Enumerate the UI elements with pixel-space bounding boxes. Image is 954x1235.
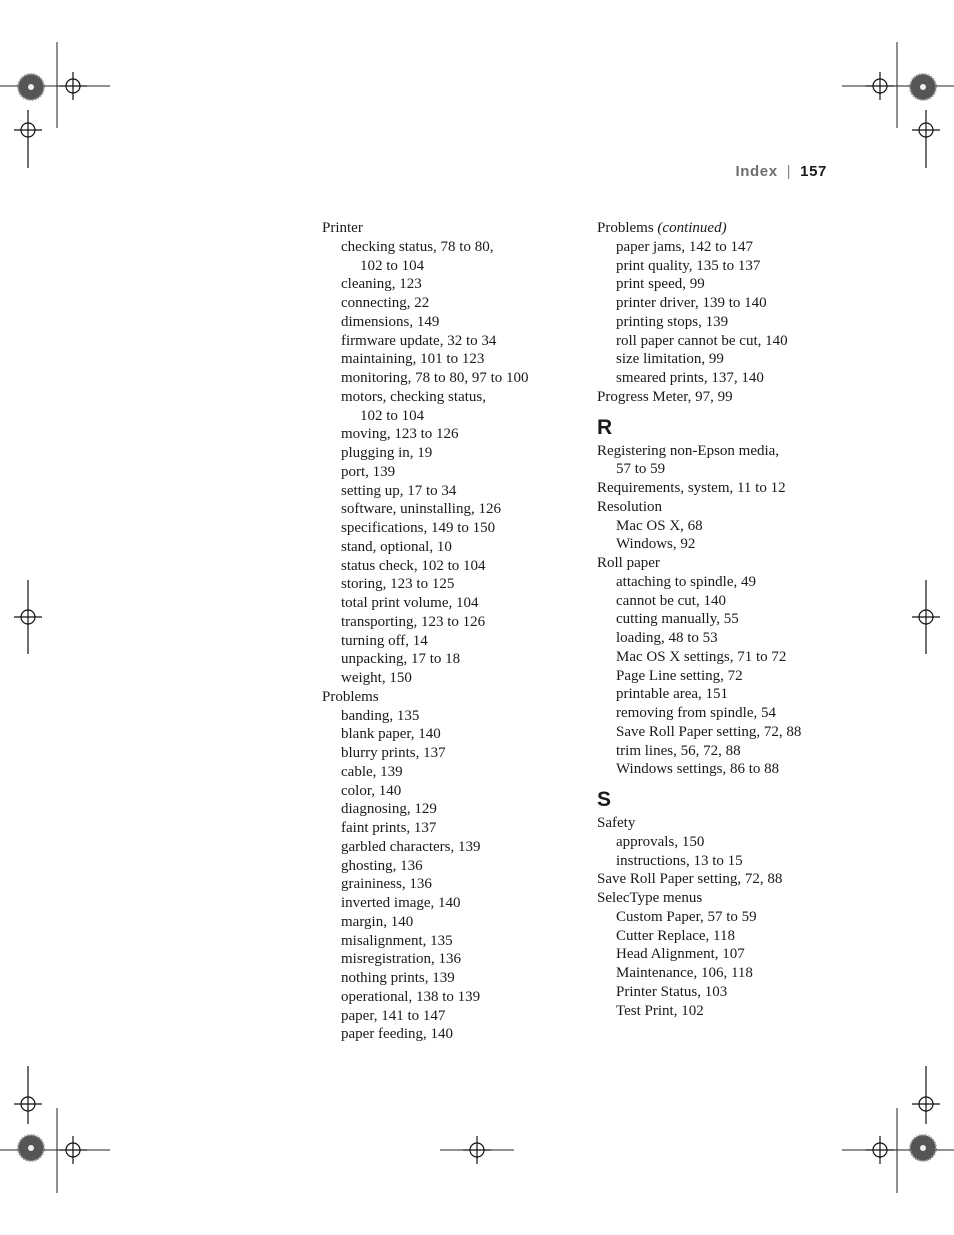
index-subentry: inverted image, 140 [341, 895, 461, 911]
crosshair-mark-icon [59, 72, 87, 100]
index-subentry: software, uninstalling, 126 [341, 501, 501, 518]
index-subentry: nothing prints, 139 [341, 970, 455, 986]
index-subentry: Test Print, 102 [616, 1002, 704, 1019]
index-subentry: instructions, 13 to 15 [616, 852, 743, 869]
index-entry: Registering non-Epson media, [597, 442, 780, 459]
index-subentry: Maintenance, 106, 118 [616, 965, 753, 981]
star-target-icon [18, 1135, 44, 1161]
index-subentry: printer driver, 139 to 140 [616, 295, 767, 311]
index-subentry: cannot be cut, 140 [616, 592, 726, 609]
index-subentry: Save Roll Paper setting, 72, 88 [616, 723, 802, 740]
index-subentry: cleaning, 123 [341, 276, 422, 293]
index-subentry: loading, 48 to 53 [616, 630, 718, 646]
index-subentry: unpacking, 17 to 18 [341, 651, 461, 668]
index-subentry: print quality, 135 to 137 [616, 257, 761, 274]
index-subentry: garbled characters, 139 [341, 838, 481, 855]
index-subentry-continued: 102 to 104 [360, 407, 425, 424]
index-subentry: Windows, 92 [616, 536, 696, 553]
continued-label: (continued) [657, 220, 727, 236]
index-subentry: graininess, 136 [341, 876, 432, 893]
index-subentry: storing, 123 to 125 [341, 576, 455, 593]
index-subentry: Printer Status, 103 [616, 983, 728, 1000]
index-subentry: cable, 139 [341, 763, 403, 780]
index-subentry: paper, 141 to 147 [341, 1007, 446, 1024]
section-letter: R [597, 415, 613, 439]
crosshair-mark-icon [866, 1136, 894, 1164]
index-subentry: plugging in, 19 [341, 445, 433, 461]
index-subentry: monitoring, 78 to 80, 97 to 100 [341, 370, 529, 386]
crosshair-mark-icon [14, 580, 42, 654]
index-subentry: Mac OS X, 68 [616, 517, 703, 534]
index-subentry: misalignment, 135 [341, 932, 453, 949]
header-separator: | [786, 163, 792, 180]
running-header [735, 163, 827, 180]
index-subentry: status check, 102 to 104 [341, 557, 486, 574]
crosshair-mark-icon [912, 1066, 940, 1124]
index-subentry: cutting manually, 55 [616, 611, 739, 628]
index-subentry: operational, 138 to 139 [341, 988, 481, 1005]
index-subentry: printable area, 151 [616, 686, 729, 703]
index-subentry: Head Alignment, 107 [616, 946, 745, 963]
index-subentry: blank paper, 140 [341, 726, 441, 743]
index-subentry: motors, checking status, [341, 388, 486, 405]
index-subentry: roll paper cannot be cut, 140 [616, 332, 788, 349]
index-subentry: moving, 123 to 126 [341, 426, 459, 443]
index-subentry: removing from spindle, 54 [616, 705, 776, 721]
index-entry-continued: 57 to 59 [616, 461, 666, 478]
index-subentry: firmware update, 32 to 34 [341, 332, 497, 349]
index-entry: Printer [322, 220, 363, 236]
star-target-icon [910, 1135, 936, 1161]
index-subentry: color, 140 [341, 782, 402, 799]
index-subentry: Custom Paper, 57 to 59 [616, 908, 757, 925]
star-target-icon [910, 74, 936, 100]
index-subentry: print speed, 99 [616, 276, 705, 293]
crosshair-mark-icon [912, 580, 940, 654]
page-number: 157 [800, 163, 827, 180]
index-subentry-continued: 102 to 104 [360, 257, 425, 274]
crosshair-mark-icon [14, 1066, 42, 1124]
crosshair-mark-icon [463, 1136, 491, 1164]
index-entry: Resolution [597, 498, 663, 515]
index-subentry: misregistration, 136 [341, 951, 461, 968]
index-subentry: size limitation, 99 [616, 351, 724, 368]
index-subentry: attaching to spindle, 49 [616, 573, 756, 590]
index-entry: Roll paper [597, 555, 660, 571]
index-subentry: printing stops, 139 [616, 313, 729, 330]
index-entry: Save Roll Paper setting, 72, 88 [597, 871, 783, 888]
crosshair-mark-icon [866, 72, 894, 100]
index-entry: Safety [597, 815, 636, 831]
index-subentry: connecting, 22 [341, 295, 430, 311]
index-subentry: Mac OS X settings, 71 to 72 [616, 648, 787, 665]
index-subentry: weight, 150 [341, 670, 412, 686]
header-section: Index [735, 163, 778, 180]
index-subentry: port, 139 [341, 463, 396, 480]
index-subentry: total print volume, 104 [341, 595, 479, 611]
index-entry: Requirements, system, 11 to 12 [597, 480, 786, 496]
index-entry: Progress Meter, 97, 99 [597, 388, 733, 405]
index-subentry: approvals, 150 [616, 833, 705, 850]
crosshair-mark-icon [14, 110, 42, 168]
index-subentry: paper jams, 142 to 147 [616, 238, 754, 255]
index-subentry: turning off, 14 [341, 632, 428, 649]
index-subentry: diagnosing, 129 [341, 801, 437, 818]
index-subentry: setting up, 17 to 34 [341, 482, 457, 499]
index-subentry: ghosting, 136 [341, 857, 423, 874]
index-subentry: margin, 140 [341, 913, 414, 930]
star-target-icon [18, 74, 44, 100]
index-subentry: Page Line setting, 72 [616, 667, 743, 684]
index-subentry: Windows settings, 86 to 88 [616, 761, 780, 778]
crosshair-mark-icon [912, 110, 940, 168]
index-subentry: checking status, 78 to 80, [341, 238, 494, 255]
index-entry: SelecType menus [597, 890, 703, 906]
index-subentry: maintaining, 101 to 123 [341, 351, 485, 368]
index-subentry: trim lines, 56, 72, 88 [616, 742, 741, 759]
index-entry [597, 219, 827, 238]
index-subentry: specifications, 149 to 150 [341, 520, 496, 536]
index-subentry: blurry prints, 137 [341, 745, 446, 761]
index-subentry: Cutter Replace, 118 [616, 927, 735, 944]
index-entry-head: Problems [597, 220, 654, 236]
index-subentry: stand, optional, 10 [341, 538, 452, 555]
index-subentry: banding, 135 [341, 707, 420, 724]
section-letter: S [597, 788, 612, 811]
index-column-left [322, 219, 572, 1044]
index-subentry: smeared prints, 137, 140 [616, 370, 764, 386]
index-subentry: transporting, 123 to 126 [341, 613, 486, 630]
crosshair-mark-icon [59, 1136, 87, 1164]
index-subentry: paper feeding, 140 [341, 1026, 454, 1043]
index-entry: Problems [322, 688, 379, 705]
index-column-right [597, 219, 827, 1020]
index-subentry: faint prints, 137 [341, 820, 437, 836]
index-subentry: dimensions, 149 [341, 313, 440, 330]
